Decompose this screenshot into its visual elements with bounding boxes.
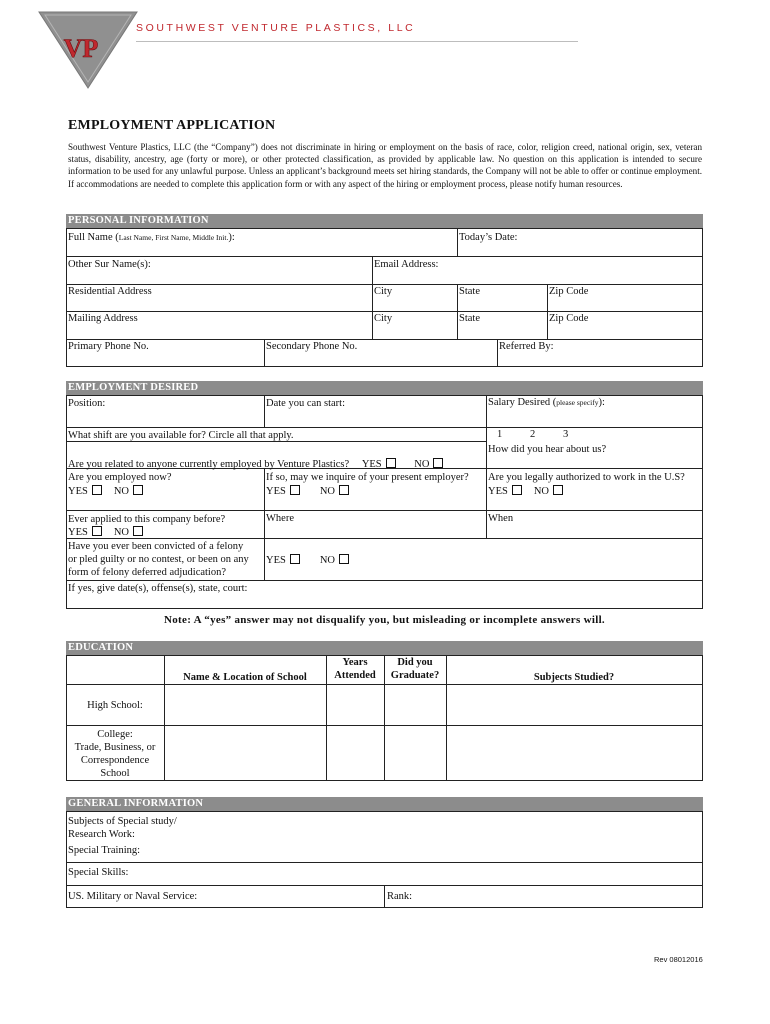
rule <box>486 468 487 538</box>
inquire-employer-options: YES NO <box>266 485 349 498</box>
logo-text: VP <box>63 34 99 63</box>
inquire-no-checkbox[interactable] <box>339 485 349 495</box>
todays-date-field[interactable]: Today’s Date: <box>459 232 518 243</box>
inquire-employer-label: If so, may we inquire of your present employer? <box>266 472 469 483</box>
rule <box>66 510 703 511</box>
mailing-address-field[interactable]: Mailing Address <box>68 313 138 324</box>
residential-state-field[interactable]: State <box>459 286 480 297</box>
college-years-cell[interactable] <box>327 726 384 780</box>
shift-option-3[interactable]: 3 <box>563 429 569 440</box>
applied-when-field[interactable]: When <box>488 513 514 524</box>
rule <box>66 907 703 908</box>
related-no-checkbox[interactable] <box>433 458 443 468</box>
felony-question-line-2: or pled guilty or no contest, or been on any <box>68 554 249 565</box>
applied-before-options: YES NO <box>68 526 143 539</box>
rule <box>66 228 67 366</box>
rule <box>66 284 703 285</box>
rule <box>66 811 703 812</box>
authorized-options: YES NO <box>488 485 563 498</box>
col-header-years-1: Years <box>342 657 368 668</box>
rule <box>66 311 703 312</box>
felony-question-line-3: form of felony deferred adjudication? <box>68 567 227 578</box>
employed-now-options: YES NO <box>68 485 143 498</box>
row-college-line-2: Trade, Business, or <box>74 742 156 753</box>
col-header-graduate-2: Graduate? <box>390 670 440 681</box>
employed-no-checkbox[interactable] <box>133 485 143 495</box>
rule <box>702 395 703 608</box>
rule <box>264 339 265 366</box>
rule <box>66 395 67 608</box>
rule <box>264 538 265 580</box>
rule <box>66 366 703 367</box>
hear-about-us-field[interactable]: How did you hear about us? <box>488 444 607 455</box>
rule <box>66 580 703 581</box>
row-college-line-1: College: <box>97 729 133 740</box>
referred-by-field[interactable]: Referred By: <box>499 341 554 352</box>
section-employment-desired: EMPLOYMENT DESIRED <box>66 381 703 395</box>
revision-code: Rev 08012016 <box>654 955 703 964</box>
salary-field[interactable]: Salary Desired (please specify): <box>488 397 605 408</box>
rule <box>384 885 385 907</box>
email-field[interactable]: Email Address: <box>374 259 439 270</box>
col-header-subjects: Subjects Studied? <box>533 672 615 683</box>
row-high-school: High School: <box>87 700 143 711</box>
felony-question-line-1: Have you ever been convicted of a felony <box>68 541 244 552</box>
authorized-yes-checkbox[interactable] <box>512 485 522 495</box>
document-title: EMPLOYMENT APPLICATION <box>68 118 276 133</box>
high-school-subjects-cell[interactable] <box>447 685 702 725</box>
authorized-label: Are you legally authorized to work in the U.S? <box>488 472 685 483</box>
full-name-hint: Last Name, First Name, Middle Init. <box>118 233 229 242</box>
rule <box>372 256 373 339</box>
disclaimer-note: Note: A “yes” answer may not disqualify you, but misleading or incomplete answers will. <box>164 614 605 626</box>
primary-phone-field[interactable]: Primary Phone No. <box>68 341 149 352</box>
authorized-no-checkbox[interactable] <box>553 485 563 495</box>
full-name-label: Full Name ( <box>68 232 119 243</box>
section-general-information: GENERAL INFORMATION <box>66 797 703 811</box>
rule <box>457 228 458 256</box>
full-name-field[interactable]: Full Name (Last Name, First Name, Middle Init.): <box>68 232 235 243</box>
rule <box>66 339 703 340</box>
rule <box>66 427 703 428</box>
rule <box>264 468 265 538</box>
rule <box>66 228 703 229</box>
col-header-school: Name & Location of School <box>183 672 307 683</box>
row-college-line-4: School <box>100 768 130 779</box>
college-name-cell[interactable] <box>165 726 326 780</box>
related-yes-checkbox[interactable] <box>386 458 396 468</box>
mailing-city-field[interactable]: City <box>374 313 393 324</box>
rule <box>66 811 67 907</box>
start-date-field[interactable]: Date you can start: <box>266 398 346 409</box>
related-question: Are you related to anyone currently employed by Venture Plastics? YES NO <box>68 458 443 471</box>
rule <box>264 395 265 427</box>
rule <box>486 395 487 427</box>
high-school-years-cell[interactable] <box>327 685 384 725</box>
shift-option-1[interactable]: 1 <box>497 429 503 440</box>
felony-options: YES NO <box>266 554 349 567</box>
secondary-phone-field[interactable]: Secondary Phone No. <box>266 341 358 352</box>
college-subjects-cell[interactable] <box>447 726 702 780</box>
shift-option-2[interactable]: 2 <box>530 429 536 440</box>
inquire-yes-checkbox[interactable] <box>290 485 300 495</box>
row-college-line-3: Correspondence <box>80 755 150 766</box>
special-study-line-1: Subjects of Special study/ <box>68 816 177 827</box>
felony-yes-checkbox[interactable] <box>290 554 300 564</box>
employed-now-label: Are you employed now? <box>68 472 172 483</box>
section-personal-information: PERSONAL INFORMATION <box>66 214 703 228</box>
special-training-field[interactable]: Special Training: <box>68 845 141 856</box>
rule <box>547 284 548 339</box>
military-service-field[interactable]: US. Military or Naval Service: <box>68 891 198 902</box>
mailing-state-field[interactable]: State <box>459 313 480 324</box>
rule <box>702 655 703 780</box>
col-header-years-2: Attended <box>334 670 376 681</box>
special-skills-field[interactable]: Special Skills: <box>68 867 129 878</box>
salary-hint: please specify <box>556 398 599 407</box>
high-school-graduate-cell[interactable] <box>385 685 446 725</box>
rule <box>66 862 703 863</box>
rule <box>457 284 458 339</box>
residential-address-field[interactable]: Residential Address <box>68 286 152 297</box>
shift-question: What shift are you available for? Circle all that apply. <box>68 430 294 441</box>
employed-yes-checkbox[interactable] <box>92 485 102 495</box>
felony-no-checkbox[interactable] <box>339 554 349 564</box>
company-logo <box>37 10 139 90</box>
applied-before-label: Ever applied to this company before? <box>68 514 226 525</box>
rule <box>66 780 703 781</box>
company-name: SOUTHWEST VENTURE PLASTICS, LLC <box>136 22 416 34</box>
col-header-graduate-1: Did you <box>397 657 433 668</box>
position-field[interactable]: Position: <box>68 398 106 409</box>
applied-yes-checkbox[interactable] <box>92 526 102 536</box>
rule <box>497 339 498 366</box>
rule <box>66 256 703 257</box>
intro-paragraph: Southwest Venture Plastics, LLC (the “Company”) does not discriminate in hiring or employment on the basis of race, color, religion creed, national origin, sex, veteran status, disability, ancestry, age (forty or more), or other protected classification, as provided by applicable law. No question on this application is intended to secure information to be used for any unlawful purpose. Unless an applicant’s background meets set hiring standards, the Company will not be able to offer or continue employment. If accommodations are needed to complete this application form or with any aspect of the hiring or employment process, please notify human resources. <box>68 142 702 189</box>
residential-zip-field[interactable]: Zip Code <box>549 286 589 297</box>
rule <box>66 608 703 609</box>
residential-city-field[interactable]: City <box>374 286 393 297</box>
mailing-zip-field[interactable]: Zip Code <box>549 313 589 324</box>
college-graduate-cell[interactable] <box>385 726 446 780</box>
rule <box>66 538 703 539</box>
header-divider <box>136 41 578 42</box>
rank-field[interactable]: Rank: <box>387 891 413 902</box>
related-label: Are you related to anyone currently employed by Venture Plastics? <box>68 459 350 470</box>
rule <box>66 395 703 396</box>
special-study-field[interactable]: Research Work: <box>68 829 135 840</box>
rule <box>702 228 703 366</box>
felony-details-field[interactable]: If yes, give date(s), offense(s), state, court: <box>68 583 248 594</box>
section-education: EDUCATION <box>66 641 703 655</box>
rule <box>702 811 703 907</box>
high-school-name-cell[interactable] <box>165 685 326 725</box>
other-names-field[interactable]: Other Sur Name(s): <box>68 259 151 270</box>
applied-where-field[interactable]: Where <box>266 513 294 524</box>
applied-no-checkbox[interactable] <box>133 526 143 536</box>
rule <box>486 427 487 468</box>
